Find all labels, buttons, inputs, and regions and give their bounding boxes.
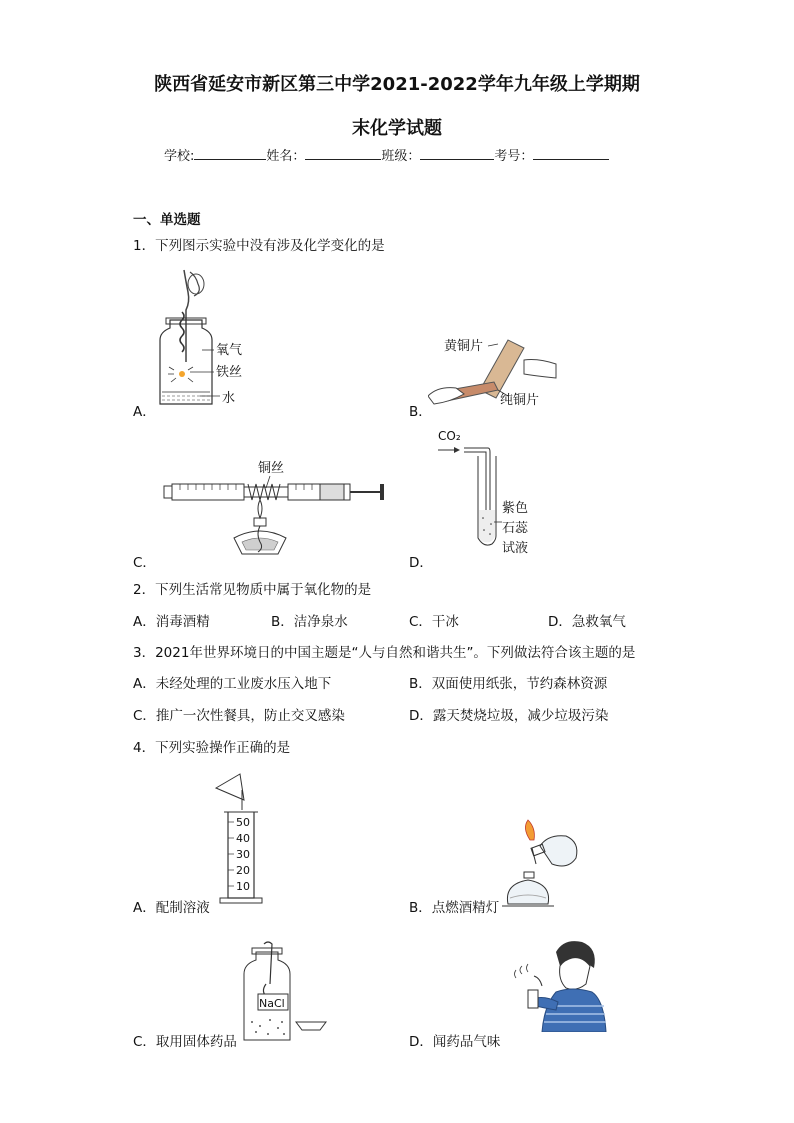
class-label: 班级： [381, 149, 421, 164]
label-pure-copper: 纯铜片 [500, 393, 540, 408]
school-label: 学校: [164, 149, 195, 164]
q3-option-b[interactable]: B．双面使用纸张，节约森林资源 [409, 676, 608, 692]
q3-option-c[interactable]: C．推广一次性餐具，防止交叉感染 [133, 708, 345, 724]
label-water: 水 [222, 391, 236, 406]
tick-40: 40 [236, 832, 250, 845]
nacl-label: NaCl [259, 997, 285, 1010]
label-brass: 黄铜片 [444, 339, 484, 354]
figure-iron-burning [150, 262, 260, 412]
q2-option-a[interactable]: A．消毒酒精 [133, 614, 210, 630]
tick-50: 50 [236, 816, 250, 829]
question-1-stem: 1．下列图示实验中没有涉及化学变化的是 [133, 238, 385, 254]
student-info-line [164, 145, 609, 164]
label-purple: 紫色 [502, 501, 529, 516]
q1-option-b[interactable]: B． [409, 404, 432, 420]
figure-graduated-cylinder [214, 770, 274, 906]
q4-option-a[interactable]: A．配制溶液 [133, 900, 210, 916]
q1-option-c[interactable]: C． [133, 555, 156, 571]
question-3-stem: 3．2021年世界环境日的中国主题是“人与自然和谐共生”。下列做法符合该主题的是 [133, 645, 636, 661]
name-blank[interactable] [305, 147, 381, 160]
school-blank[interactable] [194, 147, 266, 160]
class-blank[interactable] [420, 147, 494, 160]
q1-option-a[interactable]: A． [133, 404, 156, 420]
tick-10: 10 [236, 880, 250, 893]
q4-option-b[interactable]: B．点燃酒精灯 [409, 900, 500, 916]
document-title-line2: 末化学试题 [352, 118, 442, 139]
figure-co2-litmus [436, 426, 546, 556]
label-co2: CO₂ [438, 429, 461, 443]
q3-option-a[interactable]: A．未经处理的工业废水压入地下 [133, 676, 332, 692]
question-2-stem: 2．下列生活常见物质中属于氧化物的是 [133, 582, 372, 598]
figure-brass-copper [428, 330, 558, 410]
figure-alcohol-lamp-lighting [496, 818, 586, 910]
q2-option-d[interactable]: D．急救氧气 [548, 614, 626, 630]
q2-option-b[interactable]: B．洁净泉水 [271, 614, 348, 630]
label-copper-wire: 铜丝 [258, 461, 285, 476]
q2-option-c[interactable]: C．干冰 [409, 614, 459, 630]
exam-no-blank[interactable] [533, 147, 609, 160]
label-solution: 试液 [502, 541, 529, 556]
q4-option-d[interactable]: D．闻药品气味 [409, 1034, 501, 1050]
q3-option-d[interactable]: D．露天焚烧垃圾，减少垃圾污染 [409, 708, 609, 724]
tick-20: 20 [236, 864, 250, 877]
figure-nacl-bottle [240, 940, 332, 1044]
tick-30: 30 [236, 848, 250, 861]
figure-copper-syringes [160, 458, 390, 558]
document-title-line1: 陕西省延安市新区第三中学2021-2022学年九年级上学期期 [154, 74, 640, 95]
q1-option-d[interactable]: D． [409, 555, 433, 571]
name-label: 姓名： [266, 149, 306, 164]
question-4-stem: 4．下列实验操作正确的是 [133, 740, 291, 756]
section-heading: 一、单选题 [133, 212, 201, 228]
label-litmus: 石蕊 [502, 521, 529, 536]
figure-smelling-reagent [512, 936, 608, 1032]
q4-option-c[interactable]: C．取用固体药品 [133, 1034, 237, 1050]
exam-no-label: 考号： [494, 149, 534, 164]
label-oxygen: 氧气 [216, 343, 243, 358]
label-iron-wire: 铁丝 [216, 365, 243, 380]
